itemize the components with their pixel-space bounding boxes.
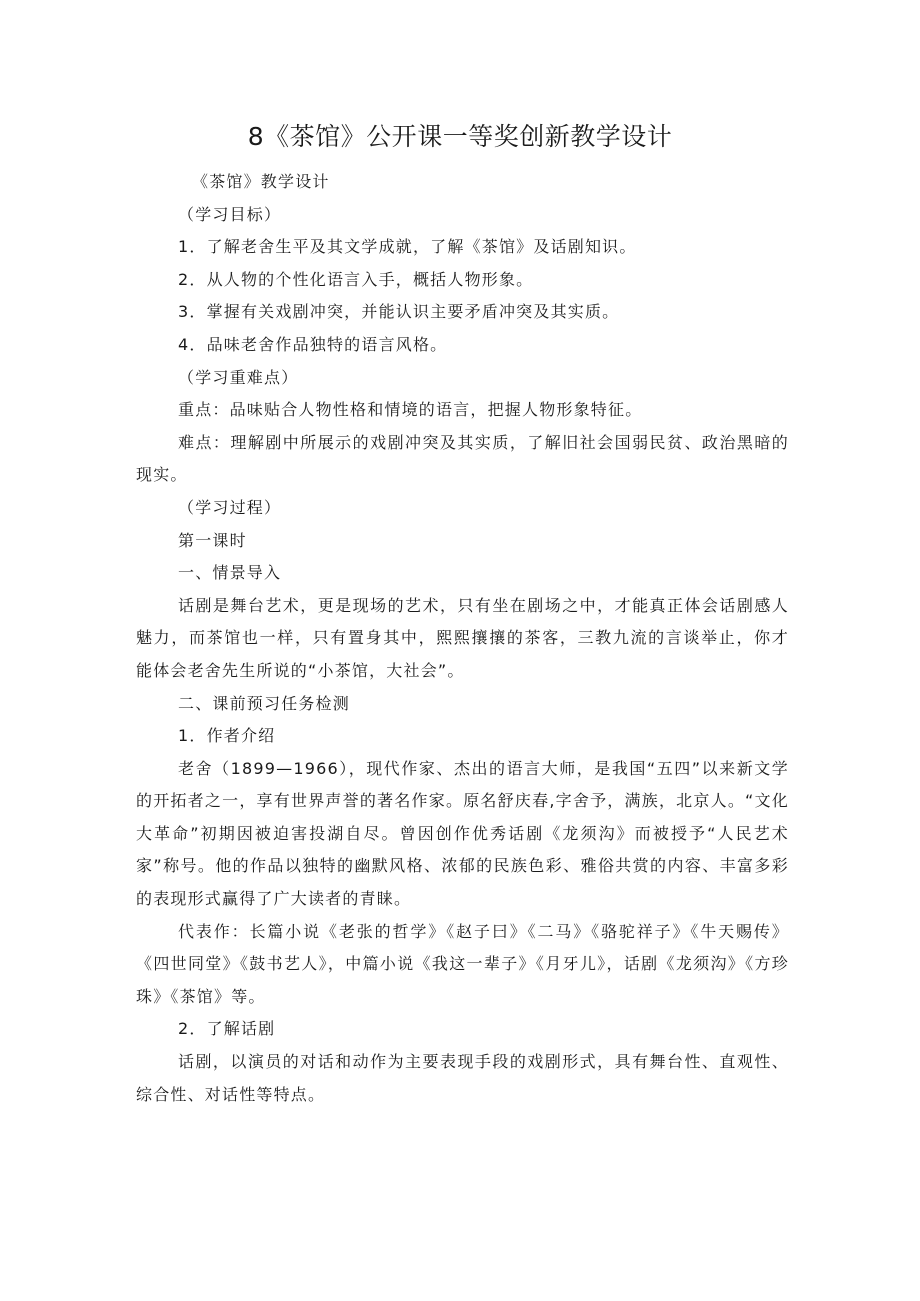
list-item: 1．作者介绍 [178, 726, 276, 746]
paragraph: 重点：品味贴合人物性格和情境的语言，把握人物形象特征。 [178, 400, 643, 420]
list-item: 2．从人物的个性化语言入手，概括人物形象。 [178, 269, 534, 289]
list-item: 1．了解老舍生平及其文学成就，了解《茶馆》及话剧知识。 [178, 237, 637, 257]
paragraph: 话剧是舞台艺术，更是现场的艺术，只有坐在剧场之中，才能真正体会话剧感人魅力，而茶馆也一样，只有置身其中，熙熙攘攘的茶客，三教九流的言谈举止，你才能体会老舍先生所说的“小茶馆，大社会”。 [136, 595, 789, 680]
paragraph: 难点：理解剧中所展示的戏剧冲突及其实质，了解旧社会国弱民贫、政治黑暗的现实。 [136, 432, 789, 485]
document-body [136, 166, 789, 1111]
list-item: 4．品味老舍作品独特的语言风格。 [178, 334, 448, 354]
paragraph: （学习过程） [178, 497, 282, 517]
paragraph: 一、情景导入 [178, 563, 282, 583]
list-item: 3．掌握有关戏剧冲突，并能认识主要矛盾冲突及其实质。 [178, 302, 620, 322]
paragraph: （学习目标） [178, 204, 282, 224]
paragraph: 第一课时 [178, 530, 247, 550]
paragraph: 老舍（1899—1966），现代作家、杰出的语言大师，是我国“五四”以来新文学的开拓者之一，享有世界声誉的著名作家。原名舒庆春,字舍予，满族，北京人。“文化大革命”初期因被迫害投湖自尽。曾因创作优秀话剧《龙须沟》而被授予“人民艺术家”称号。他的作品以独特的幽默风格、浓郁的民族色彩、雅俗共赏的内容、丰富多彩的表现形式赢得了广大读者的青睐。 [136, 758, 789, 909]
paragraph: （学习重难点） [178, 367, 299, 387]
paragraph: 二、课前预习任务检测 [178, 693, 351, 713]
document-subtitle: 《茶馆》教学设计 [192, 172, 330, 191]
paragraph: 代表作：长篇小说《老张的哲学》《赵子曰》《二马》《骆驼祥子》《牛天赐传》《四世同堂》《鼓书艺人》，中篇小说《我这一辈子》《月牙儿》，话剧《龙须沟》《方珍珠》《茶馆》等。 [136, 921, 789, 1006]
list-item: 2．了解话剧 [178, 1019, 276, 1039]
paragraph: 话剧，以演员的对话和动作为主要表现手段的戏剧形式，具有舞台性、直观性、综合性、对话性等特点。 [136, 1052, 789, 1104]
document-title: 8《茶馆》公开课一等奖创新教学设计 [247, 122, 673, 151]
